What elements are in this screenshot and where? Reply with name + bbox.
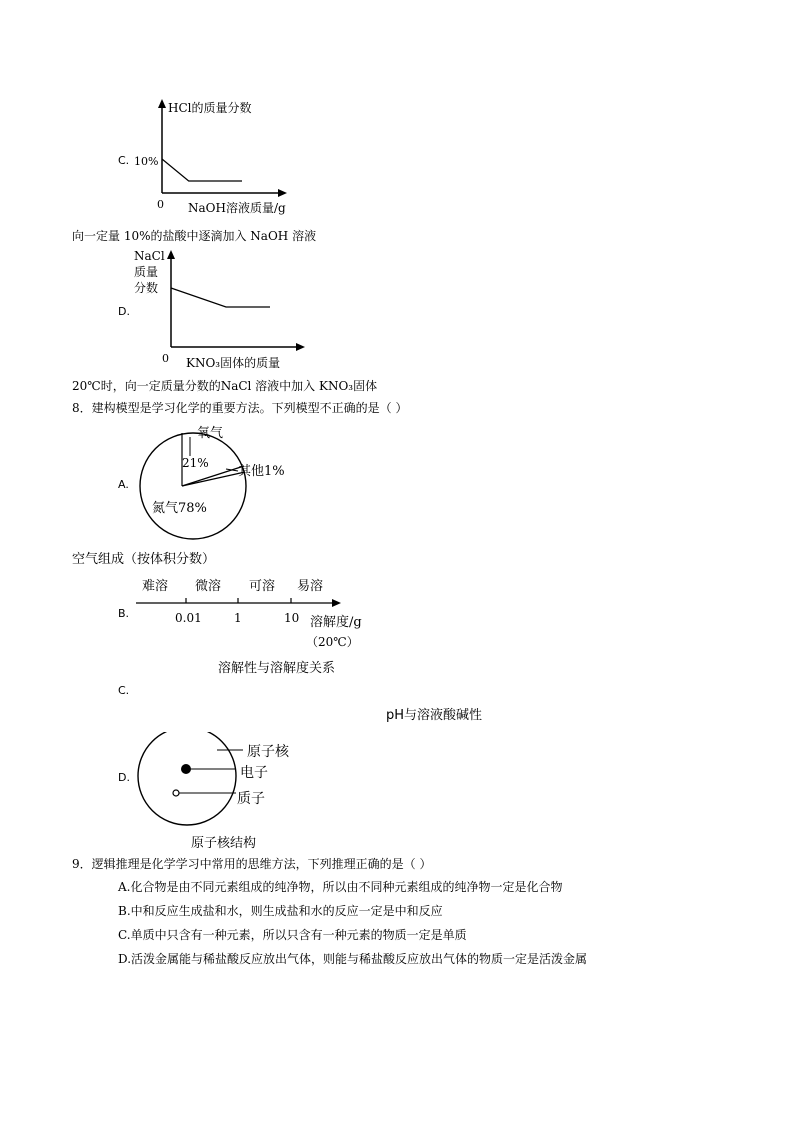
q8-option-letter-d: D. (118, 771, 130, 784)
option-letter-c: C. (118, 154, 130, 167)
zone-insoluble: 难溶 (142, 579, 169, 594)
zone-soluble: 可溶 (249, 579, 276, 594)
zone-slightly-soluble: 微溶 (195, 579, 222, 594)
q8-option-letter-c: C. (118, 684, 130, 697)
x-axis-arrow (278, 189, 287, 197)
q9-option-b: B.中和反应生成盐和水，则生成盐和水的反应一定是中和反应 (118, 904, 443, 918)
proton-label: 质子 (237, 791, 265, 807)
x-axis-label: KNO₃固体的质量 (186, 356, 281, 370)
start-value-label: 10% (134, 155, 159, 168)
other-label: 其他1% (238, 464, 285, 479)
option-letter-d: D. (118, 305, 130, 318)
option-d-caption: 20℃时，向一定质量分数的NaCl 溶液中加入 KNO₃固体 (72, 379, 378, 393)
y-label-line-1: NaCl (134, 249, 165, 263)
q9-option-d: D.活泼金属能与稀盐酸反应放出气体，则能与稀盐酸反应放出气体的物质一定是活泼金属 (118, 952, 588, 966)
nucleus-structure-diagram (130, 732, 300, 827)
proton-dot (173, 790, 179, 796)
x-axis-label: NaOH溶液质量/g (188, 201, 286, 215)
oxygen-label: 氧气 (197, 426, 224, 441)
oxygen-percent: 21% (182, 456, 209, 470)
y-label-line-2: 质量 (134, 265, 159, 279)
electron-label: 电子 (240, 765, 268, 781)
tick-label-10: 10 (284, 611, 300, 625)
nitrogen-label: 氮气78% (152, 501, 207, 516)
q8-option-letter-a: A. (118, 478, 129, 491)
hcl-line-chart (130, 95, 300, 220)
q8-option-c-caption: pH与溶液酸碱性 (386, 708, 483, 723)
pie-divider-other-2 (182, 472, 245, 486)
y-axis-arrow (158, 99, 166, 108)
origin-label: 0 (157, 198, 164, 211)
q9-option-c: C.单质中只含有一种元素，所以只含有一种元素的物质一定是单质 (118, 928, 467, 942)
zone-easily-soluble: 易溶 (297, 579, 324, 594)
solubility-number-line (130, 572, 370, 657)
q8-option-letter-b: B. (118, 607, 130, 620)
q8-stem: 8．建构模型是学习化学的重要方法。下列模型不正确的是（ ） (72, 401, 408, 415)
nucleus-label: 原子核 (247, 744, 289, 760)
nacl-series-line (171, 288, 270, 307)
temperature-label: （20℃） (306, 635, 359, 649)
tick-label-1: 1 (234, 611, 242, 625)
atom-outline (138, 732, 236, 825)
hcl-series-line (162, 159, 242, 181)
number-line-arrow (332, 599, 341, 607)
nacl-line-chart (130, 245, 310, 372)
q9-stem: 9．逻辑推理是化学学习中常用的思维方法，下列推理正确的是（ ） (72, 857, 432, 871)
q8-option-d-caption: 原子核结构 (191, 836, 257, 851)
q9-option-a: A.化合物是由不同元素组成的纯净物，所以由不同种元素组成的纯净物一定是化合物 (118, 880, 563, 894)
tick-label-0.01: 0.01 (175, 611, 202, 625)
y-axis-arrow (167, 250, 175, 259)
y-axis-label: HCl的质量分数 (168, 101, 252, 115)
x-axis-arrow (296, 343, 305, 351)
option-c-caption: 向一定量 10%的盐酸中逐滴加入 NaOH 溶液 (72, 229, 317, 243)
pie-outline (140, 433, 246, 539)
axis-label: 溶解度/g (310, 615, 362, 630)
origin-label: 0 (162, 352, 169, 365)
q8-option-a-caption: 空气组成（按体积分数） (72, 552, 216, 567)
air-composition-pie (130, 420, 305, 545)
q8-option-b-caption: 溶解性与溶解度关系 (218, 661, 336, 676)
y-label-line-3: 分数 (134, 281, 159, 295)
